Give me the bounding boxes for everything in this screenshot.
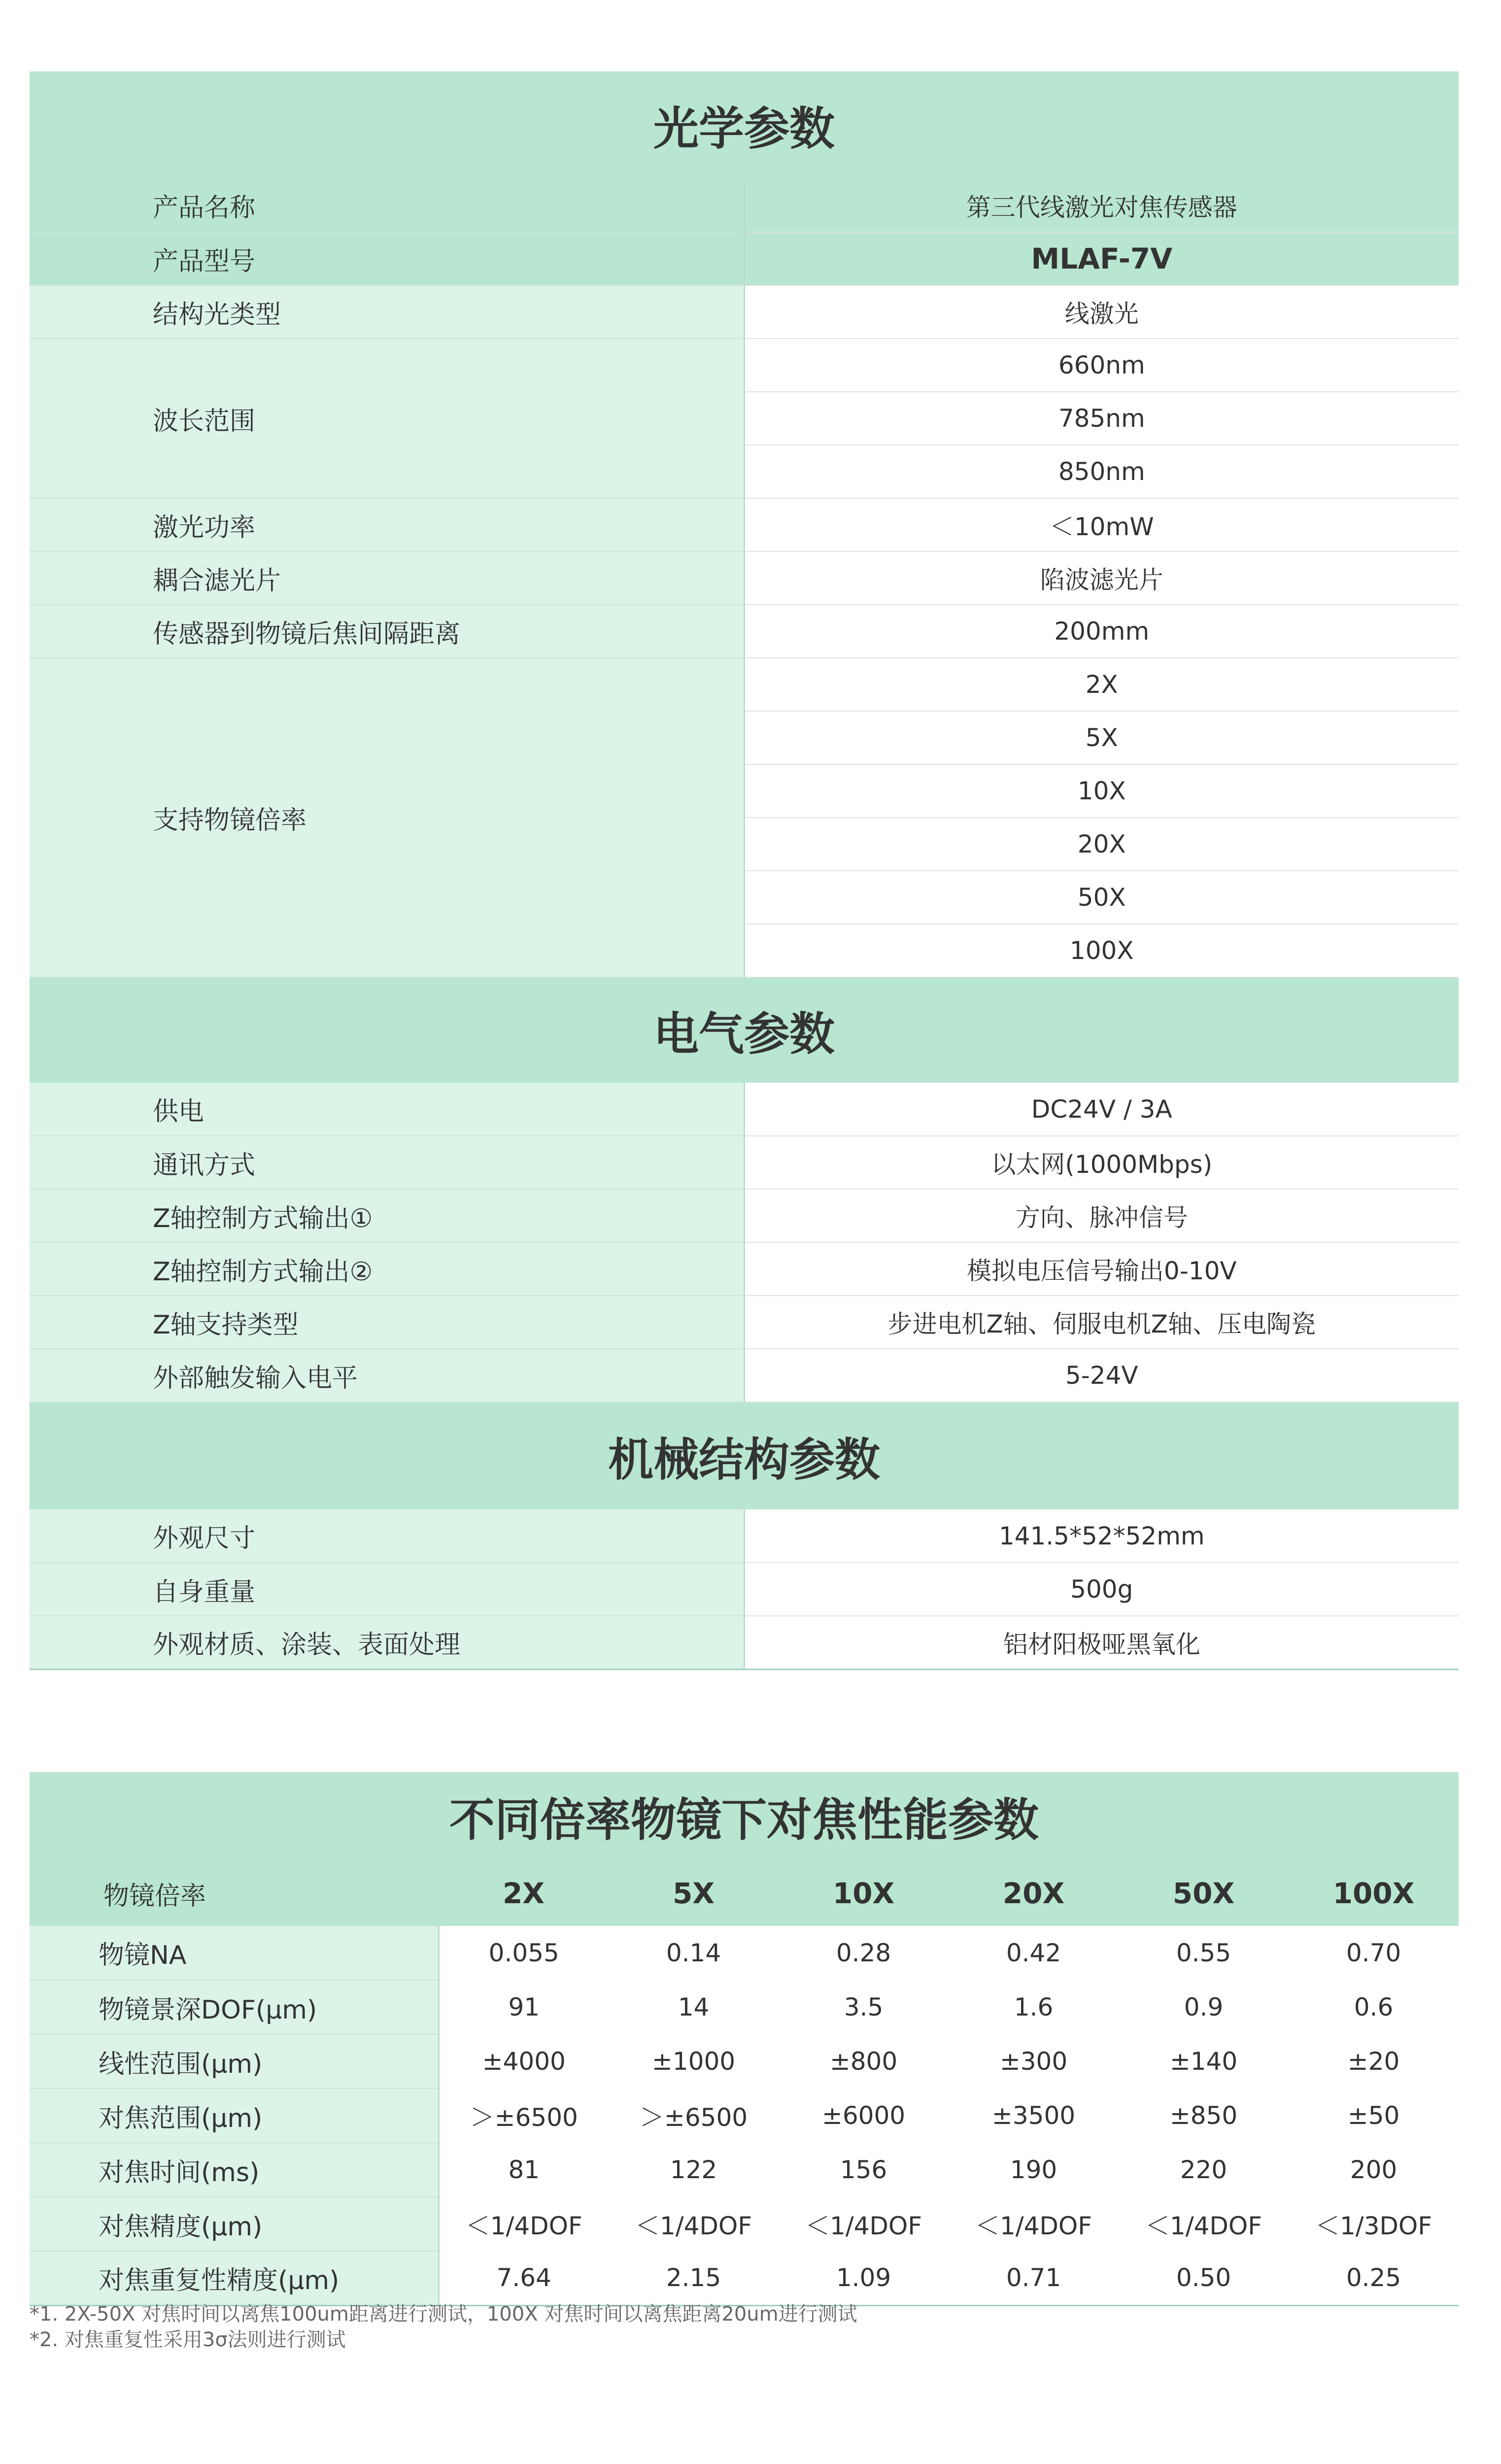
performance-cell: 0.25 <box>1289 2251 1459 2305</box>
table-row <box>30 1563 1459 1616</box>
table-row <box>30 1189 1459 1242</box>
performance-cell: ±850 <box>1169 2101 1238 2130</box>
footnote-1: *1. 2X-50X 对焦时间以离焦100um距离进行测试，100X 对焦时间以离焦距离20um进行测试 <box>30 2303 857 2326</box>
electrical-value: DC24V / 3A <box>744 1083 1459 1136</box>
performance-cell: ±50 <box>1347 2101 1400 2130</box>
table-row <box>30 1349 1459 1402</box>
table-row <box>30 179 1459 232</box>
magnification-value: 100X <box>744 924 1459 977</box>
laser-power-value: ＜10mW <box>744 498 1459 551</box>
performance-cell: ±800 <box>829 2047 898 2076</box>
performance-cell: ±20 <box>1347 2047 1400 2076</box>
electrical-label: Z轴支持类型 <box>30 1296 744 1349</box>
performance-cell: 81 <box>508 2156 540 2184</box>
performance-cell: 200 <box>1350 2156 1398 2184</box>
mechanical-value: 500g <box>744 1563 1459 1616</box>
performance-cell: ＞±6500 <box>639 2103 748 2132</box>
performance-cell: 14 <box>678 1993 710 2021</box>
performance-cell: ＜1/4DOF <box>1145 2212 1262 2240</box>
electrical-value: 5-24V <box>744 1349 1459 1402</box>
performance-cell: ±140 <box>1169 2047 1238 2076</box>
structured-light-label: 结构光类型 <box>30 285 744 339</box>
table-row <box>30 339 1459 392</box>
performance-cell: ＜1/3DOF <box>1315 2212 1433 2240</box>
table-row <box>30 285 1459 339</box>
electrical-value: 方向、脉冲信号 <box>744 1189 1459 1242</box>
performance-column-header: 5X <box>609 1861 779 1926</box>
performance-cell: 0.6 <box>1354 1993 1394 2021</box>
performance-cell: 0.9 <box>1184 1993 1224 2021</box>
footnote-2: *2. 对焦重复性采用3σ法则进行测试 <box>30 2328 346 2351</box>
performance-header-label: 物镜倍率 <box>30 1861 439 1926</box>
performance-column-header: 10X <box>779 1861 949 1926</box>
electrical-value: 模拟电压信号输出0-10V <box>744 1242 1459 1296</box>
mechanical-label: 自身重量 <box>30 1563 744 1616</box>
performance-title: 不同倍率物镜下对焦性能参数 <box>30 1772 1459 1861</box>
distance-value: 200mm <box>744 605 1459 658</box>
performance-cell: 190 <box>1010 2156 1058 2184</box>
footnotes <box>30 2301 1459 2353</box>
performance-cell: 220 <box>1180 2156 1228 2184</box>
performance-column-header: 2X <box>439 1861 609 1926</box>
performance-cell: 3.5 <box>844 1993 884 2021</box>
mechanical-label: 外观尺寸 <box>30 1509 744 1563</box>
mechanical-section-title: 机械结构参数 <box>30 1402 1459 1509</box>
performance-row-label: 对焦范围(μm) <box>30 2088 439 2143</box>
magnification-value: 20X <box>744 818 1459 871</box>
performance-cell: ±3500 <box>991 2101 1076 2130</box>
performance-table <box>30 1772 1459 2306</box>
electrical-value: 步进电机Z轴、伺服电机Z轴、压电陶瓷 <box>744 1296 1459 1349</box>
performance-cell: 0.42 <box>1006 1939 1061 1967</box>
laser-power-label: 激光功率 <box>30 498 744 551</box>
electrical-label: 外部触发输入电平 <box>30 1349 744 1402</box>
table-row <box>30 1296 1459 1349</box>
wavelength-value: 785nm <box>744 392 1459 445</box>
magnification-value: 10X <box>744 764 1459 818</box>
magnification-label: 支持物镜倍率 <box>30 658 744 977</box>
performance-row-label: 物镜NA <box>30 1926 439 1980</box>
structured-light-value: 线激光 <box>744 285 1459 339</box>
performance-cell: ±4000 <box>482 2047 566 2076</box>
table-row <box>30 2088 1459 2143</box>
performance-header-row <box>30 1861 1459 1926</box>
performance-cell: 156 <box>840 2156 887 2184</box>
performance-row-label: 对焦时间(ms) <box>30 2143 439 2197</box>
mechanical-label: 外观材质、涂装、表面处理 <box>30 1616 744 1669</box>
table-row <box>30 232 1459 285</box>
electrical-value: 以太网(1000Mbps) <box>744 1136 1459 1189</box>
mechanical-value: 141.5*52*52mm <box>744 1509 1459 1563</box>
wavelength-value: 850nm <box>744 445 1459 498</box>
table-row <box>30 1980 1459 2034</box>
table-row <box>30 1136 1459 1189</box>
electrical-section-title: 电气参数 <box>30 977 1459 1083</box>
table-row <box>30 1242 1459 1296</box>
performance-cell: 91 <box>508 1993 540 2021</box>
performance-column-header: 100X <box>1289 1861 1459 1926</box>
performance-cell: ＜1/4DOF <box>635 2212 752 2240</box>
performance-cell: ±1000 <box>651 2047 736 2076</box>
table-row <box>30 2143 1459 2197</box>
filter-value: 陷波滤光片 <box>744 551 1459 605</box>
performance-cell: 1.09 <box>779 2251 949 2305</box>
performance-cell: ＜1/4DOF <box>975 2212 1092 2240</box>
performance-cell: ＞±6500 <box>470 2103 578 2132</box>
product-model-label: 产品型号 <box>30 232 744 285</box>
performance-cell: ＜1/4DOF <box>805 2212 922 2240</box>
table-row <box>30 498 1459 551</box>
electrical-label: 供电 <box>30 1083 744 1136</box>
table-row <box>30 1083 1459 1136</box>
performance-cell: 0.055 <box>488 1939 559 1967</box>
electrical-label: 通讯方式 <box>30 1136 744 1189</box>
mechanical-value: 铝材阳极哑黑氧化 <box>744 1616 1459 1669</box>
wavelength-label: 波长范围 <box>30 339 744 498</box>
product-name-value: 第三代线激光对焦传感器 <box>744 179 1459 232</box>
performance-cell: 0.70 <box>1346 1939 1401 1967</box>
performance-cell: 0.50 <box>1119 2251 1289 2305</box>
performance-row-label: 对焦精度(μm) <box>30 2197 439 2251</box>
table-row <box>30 2197 1459 2251</box>
table-row <box>30 605 1459 658</box>
table-row <box>30 551 1459 605</box>
performance-column-header: 50X <box>1119 1861 1289 1926</box>
performance-cell: 0.28 <box>836 1939 891 1967</box>
table-row <box>30 1616 1459 1669</box>
magnification-value: 50X <box>744 871 1459 924</box>
performance-cell: ＜1/4DOF <box>465 2212 582 2240</box>
wavelength-value: 660nm <box>744 339 1459 392</box>
filter-label: 耦合滤光片 <box>30 551 744 605</box>
performance-cell: 122 <box>670 2156 717 2184</box>
performance-row-label: 线性范围(μm) <box>30 2034 439 2088</box>
optical-params-table <box>30 71 1459 1670</box>
performance-cell: ±300 <box>999 2047 1068 2076</box>
performance-row-label: 物镜景深DOF(μm) <box>30 1980 439 2034</box>
table-row <box>30 2034 1459 2088</box>
table-row <box>30 1926 1459 1980</box>
performance-cell: 7.64 <box>439 2251 609 2305</box>
table-row <box>30 1509 1459 1563</box>
electrical-label: Z轴控制方式输出① <box>30 1189 744 1242</box>
magnification-value: 5X <box>744 711 1459 764</box>
table-row <box>30 2251 1459 2305</box>
product-model-value: MLAF-7V <box>744 232 1459 285</box>
performance-cell: 2.15 <box>609 2251 779 2305</box>
magnification-value: 2X <box>744 658 1459 711</box>
performance-cell: 1.6 <box>1014 1993 1054 2021</box>
table-row <box>30 658 1459 711</box>
distance-label: 传感器到物镜后焦间隔距离 <box>30 605 744 658</box>
product-name-label: 产品名称 <box>30 179 744 232</box>
performance-cell: 0.55 <box>1176 1939 1231 1967</box>
performance-cell: 0.14 <box>666 1939 721 1967</box>
performance-row-label: 对焦重复性精度(μm) <box>30 2251 439 2305</box>
optical-section-title: 光学参数 <box>30 71 1459 179</box>
performance-cell: ±6000 <box>821 2101 906 2130</box>
performance-column-header: 20X <box>949 1861 1119 1926</box>
performance-cell: 0.71 <box>949 2251 1119 2305</box>
electrical-label: Z轴控制方式输出② <box>30 1242 744 1296</box>
